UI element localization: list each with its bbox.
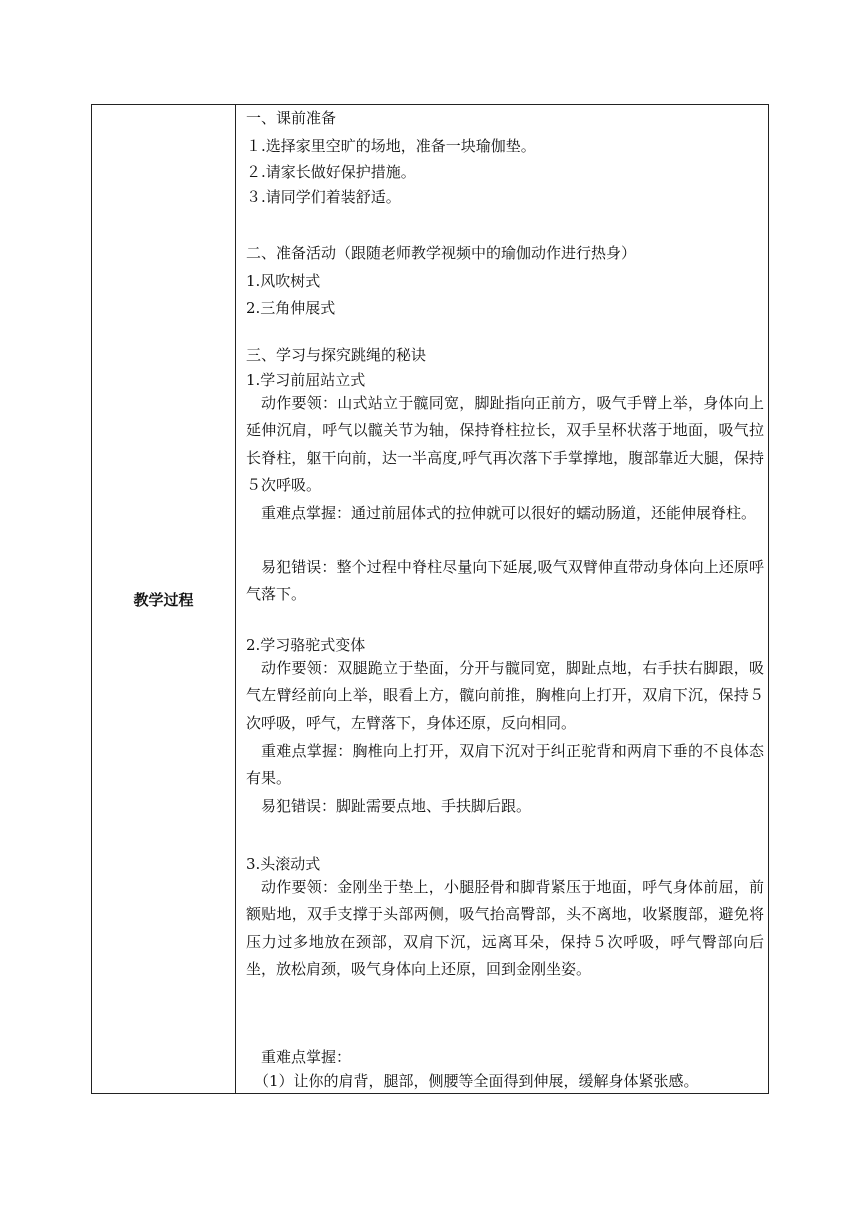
pose-2-action: 动作要领：双腿跪立于垫面，分开与髋同宽，脚趾点地，右手扶右脚跟，吸气左臂经前向上举，眼看上方，髋向前推，胸椎向上打开，双肩下沉，保持５次呼吸，呼气，左臂落下，身体还原，反向相同。 [246,659,764,732]
lesson-table [91,104,769,1094]
pose-2-key-point: 重难点掌握：胸椎向上打开，双肩下沉对于纠正驼背和两肩下垂的不良体态有果。 [246,742,764,788]
pose-2-title: 2.学习骆驼式变体 [246,636,366,654]
warmup-item-1: 1.风吹树式 [246,272,321,290]
pose-3-key-title: 重难点掌握： [261,1048,352,1066]
pose-3-title: 3.头滚动式 [246,855,321,873]
column-divider [235,105,236,1093]
pose-3-key-item-1: （1）让你的肩背，腿部，侧腰等全面得到伸展，缓解身体紧张感。 [254,1072,699,1090]
warmup-title: 二、准备活动（跟随老师教学视频中的瑜伽动作进行热身） [246,244,637,262]
warmup-item-2: 2.三角伸展式 [246,299,336,317]
prep-title: 一、课前准备 [246,109,337,127]
prep-item-1: １.选择家里空旷的场地，准备一块瑜伽垫。 [246,137,536,155]
prep-item-3: ３.请同学们着装舒适。 [246,188,401,206]
pose-2-common-error: 易犯错误：脚趾需要点地、手扶脚后跟。 [261,797,532,815]
pose-1-key-point: 重难点掌握：通过前屈体式的拉伸就可以很好的蠕动肠道，还能伸展脊柱。 [261,504,757,522]
row-label: 教学过程 [133,590,194,609]
pose-3-action: 动作要领：金刚坐于垫上，小腿胫骨和脚背紧压于地面，呼气身体前屈，前额贴地，双手支撑于头部两侧，吸气抬高臀部，头不离地，收紧腹部，避免将压力过多地放在颈部，双肩下沉，远离耳朵，保持５次呼吸，呼气臀部向后坐，放松肩颈，吸气身体向上还原，回到金刚坐姿。 [246,878,764,979]
prep-item-2: ２.请家长做好保护措施。 [246,163,416,181]
pose-1-title: 1.学习前屈站立式 [246,371,366,389]
learn-title: 三、学习与探究跳绳的秘诀 [246,346,427,364]
pose-1-action: 动作要领：山式站立于髋同宽，脚趾指向正前方，吸气手臂上举，身体向上延伸沉肩，呼气以髋关节为轴，保持脊柱拉长，双手呈杯状落于地面，吸气拉长脊柱，躯干向前，达一半高度,呼气再次落下手掌撑地，腹部靠近大腿，保持５次呼吸。 [246,394,764,495]
pose-1-common-error: 易犯错误：整个过程中脊柱尽量向下延展,吸气双臂伸直带动身体向上还原呼气落下。 [246,558,764,604]
